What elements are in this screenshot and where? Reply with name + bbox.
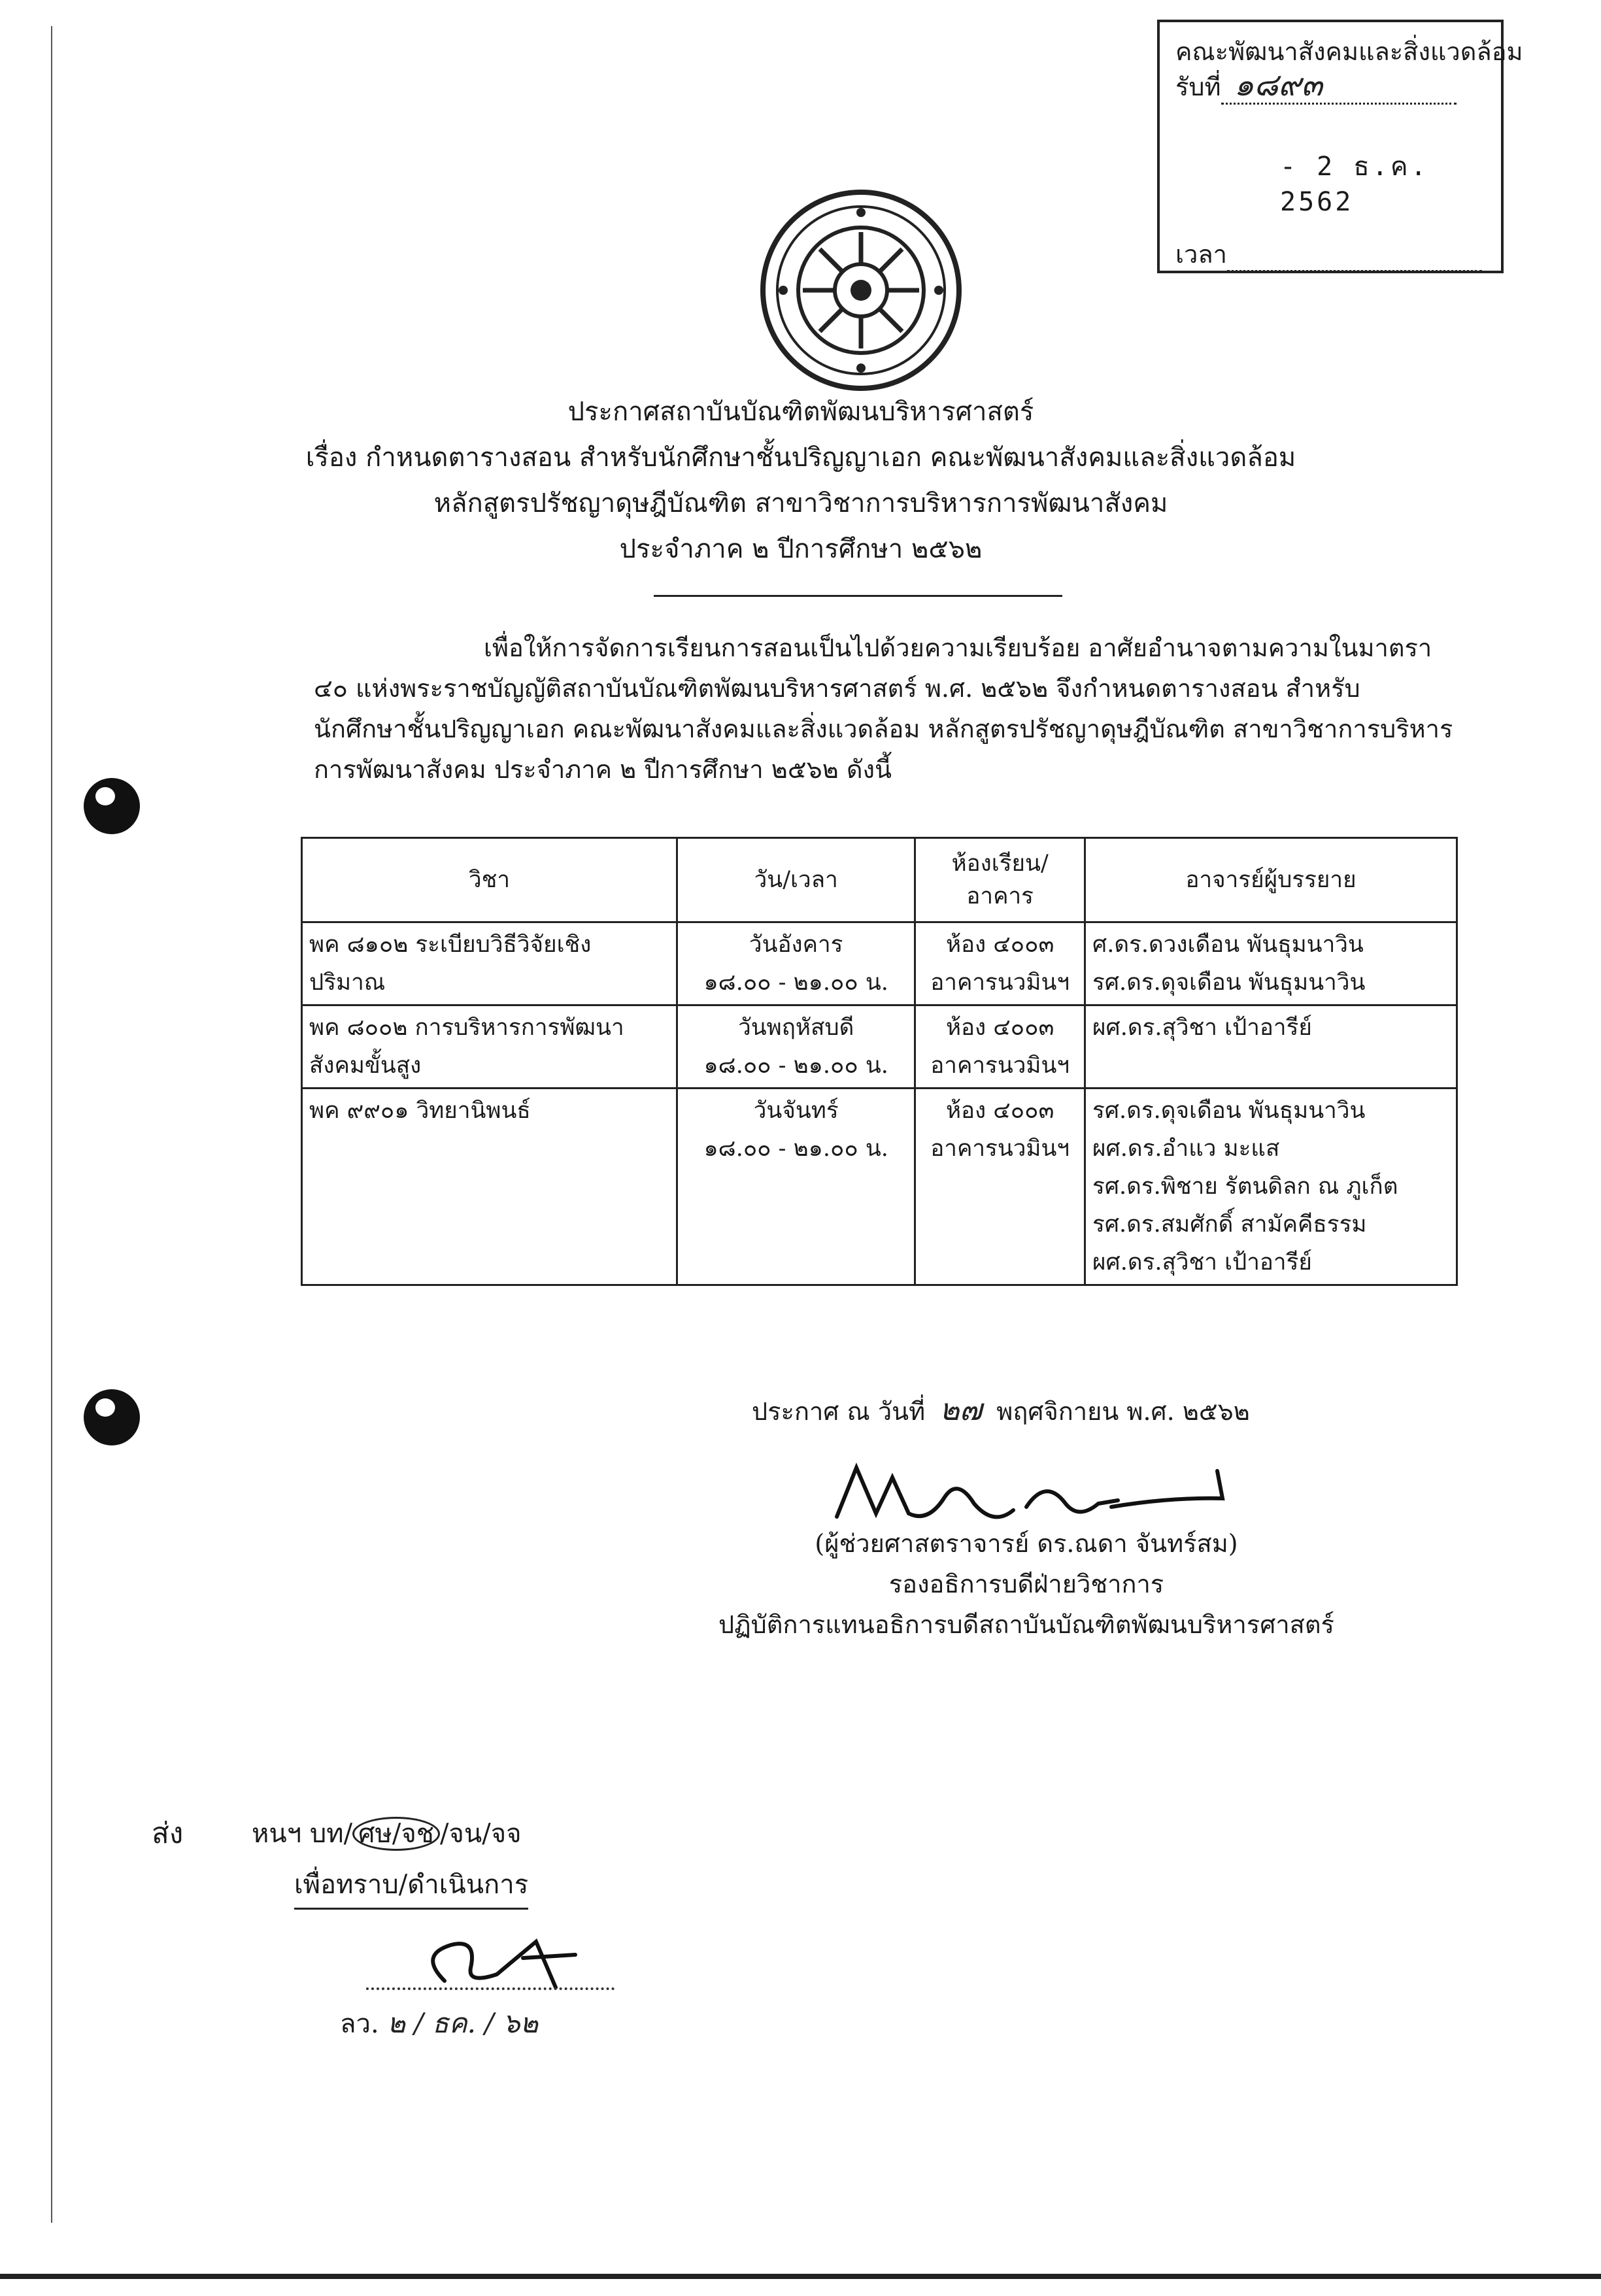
row-3-lecturer-2: ผศ.ดร.อำแว มะแส xyxy=(1092,1136,1280,1162)
row-1-building: อาคารนวมินฯ xyxy=(930,970,1070,996)
header-subject: วิชา xyxy=(302,838,677,922)
receive-stamp xyxy=(1157,20,1523,273)
header-room-line-1: ห้องเรียน/ xyxy=(951,851,1049,877)
routing-signature-dotted-line xyxy=(366,1987,615,1990)
row-3-building: อาคารนวมินฯ xyxy=(930,1136,1070,1162)
signatory-position: รองอธิการบดีฝ่ายวิชาการ xyxy=(888,1570,1164,1598)
stamp-receive-row xyxy=(1175,69,1489,105)
row-2-time: ๑๘.๐๐ - ๒๑.๐๐ น. xyxy=(703,1053,888,1079)
row-3-lecturer-3: รศ.ดร.พิชาย รัตนดิลก ณ ภูเก็ต xyxy=(1092,1173,1398,1200)
row-2-lecturer-1: ผศ.ดร.สุวิชา เป้าอารีย์ xyxy=(1092,1015,1312,1041)
row-1-datetime xyxy=(677,922,915,1005)
routing-circled-recipient: ศษ/จช xyxy=(352,1817,440,1851)
row-3-time: ๑๘.๐๐ - ๒๑.๐๐ น. xyxy=(703,1136,888,1162)
table-row xyxy=(302,1005,1457,1089)
row-1-lecturers xyxy=(1085,922,1457,1005)
announce-date-prefix: ประกาศ ณ วันที่ xyxy=(752,1397,926,1426)
row-2-room xyxy=(915,1005,1085,1089)
send-label: ส่ง xyxy=(152,1817,184,1850)
routing-action: เพื่อทราบ/ดำเนินการ xyxy=(294,1862,528,1910)
announcement-program: หลักสูตรปรัชญาดุษฎีบัณฑิต สาขาวิชาการบริหารการพัฒนาสังคม xyxy=(433,488,1168,518)
stamp-office: คณะพัฒนาสังคมและสิ่งแวดล้อม xyxy=(1175,37,1523,66)
scan-bottom-edge-line xyxy=(0,2274,1601,2279)
row-2-building: อาคารนวมินฯ xyxy=(930,1053,1070,1079)
announce-day-handwritten: ๒๗ xyxy=(939,1392,983,1427)
row-1-lecturer-1: ศ.ดร.ดวงเดือน พันธุมนาวิน xyxy=(1092,932,1364,958)
row-2-day: วันพฤหัสบดี xyxy=(738,1015,854,1041)
row-3-lecturer-1: รศ.ดร.ดุจเดือน พันธุมนาวิน xyxy=(1092,1098,1366,1124)
table-row xyxy=(302,1089,1457,1285)
header-lecturer: อาจารย์ผู้บรรยาย xyxy=(1085,838,1457,922)
row-1-room xyxy=(915,922,1085,1005)
stamp-receive-dotted-line xyxy=(1221,67,1457,105)
body-paragraph xyxy=(314,628,1453,790)
body-line-4: การพัฒนาสังคม ประจำภาค ๒ ปีการศึกษา ๒๕๖๒ ดังนี้ xyxy=(314,755,892,784)
row-1-lecturer-2: รศ.ดร.ดุจเดือน พันธุมนาวิน xyxy=(1092,970,1366,996)
routing-suffix: /จน/จจ xyxy=(439,1819,522,1849)
announce-date-suffix: พฤศจิกายน พ.ศ. ๒๕๖๒ xyxy=(996,1397,1250,1426)
row-3-lecturer-4: รศ.ดร.สมศักดิ์ สามัคคีธรรม xyxy=(1092,1211,1367,1238)
row-2-subject xyxy=(302,1005,677,1089)
schedule-table xyxy=(301,837,1458,1286)
routing-prefix: หนฯ บท/ xyxy=(252,1819,353,1849)
signatory-acting: ปฏิบัติการแทนอธิการบดีสถาบันบัณฑิตพัฒนบริหารศาสตร์ xyxy=(718,1610,1334,1639)
announcement-date xyxy=(752,1389,1250,1432)
header-datetime: วัน/เวลา xyxy=(677,838,915,922)
announcement-title: ประกาศสถาบันบัณฑิตพัฒนบริหารศาสตร์ xyxy=(567,397,1034,427)
announcement-subject: เรื่อง กำหนดตารางสอน สำหรับนักศึกษาชั้นปริญญาเอก คณะพัฒนาสังคมและสิ่งแวดล้อม xyxy=(305,443,1296,473)
table-header-row xyxy=(302,838,1457,922)
routing-date xyxy=(340,2001,538,2047)
body-line-1: เพื่อให้การจัดการเรียนการสอนเป็นไปด้วยความเรียบร้อย อาศัยอำนาจตามความในมาตรา xyxy=(484,633,1432,662)
punch-hole-upper xyxy=(84,778,140,834)
row-1-room-number: ห้อง ๔๐๐๓ xyxy=(945,932,1054,958)
body-line-2: ๔๐ แห่งพระราชบัญญัติสถาบันบัณฑิตพัฒนบริหารศาสตร์ พ.ศ. ๒๕๖๒ จึงกำหนดตารางสอน สำหรับ xyxy=(314,674,1360,703)
row-3-subject-line-1: พค ๙๙๐๑ วิทยานิพนธ์ xyxy=(309,1098,531,1124)
row-3-room xyxy=(915,1089,1085,1285)
row-1-subject-line-2: ปริมาณ xyxy=(309,970,386,996)
stamp-date: - 2 ธ.ค. 2562 xyxy=(1280,152,1429,217)
row-2-lecturers xyxy=(1085,1005,1457,1089)
stamp-receive-label: รับที่ xyxy=(1175,73,1221,101)
row-3-datetime xyxy=(677,1089,915,1285)
row-2-datetime xyxy=(677,1005,915,1089)
row-3-lecturers xyxy=(1085,1089,1457,1285)
row-3-room-number: ห้อง ๔๐๐๓ xyxy=(945,1098,1054,1124)
routing-recipients xyxy=(252,1811,522,1857)
row-3-lecturer-5: ผศ.ดร.สุวิชา เป้าอารีย์ xyxy=(1092,1249,1312,1275)
routing-date-prefix: ลว. xyxy=(340,2009,379,2039)
stamp-time-dotted-line xyxy=(1227,249,1482,272)
body-line-3: นักศึกษาชั้นปริญญาเอก คณะพัฒนาสังคมและสิ่งแวดล้อม หลักสูตรปรัชญาดุษฎีบัณฑิต สาขาวิชาการบริหาร xyxy=(314,715,1453,743)
routing-date-handwritten: ๒ / ธค. / ๖๒ xyxy=(387,2007,539,2039)
row-1-day: วันอังคาร xyxy=(749,932,843,958)
row-1-subject xyxy=(302,922,677,1005)
row-3-subject xyxy=(302,1089,677,1285)
table-row xyxy=(302,922,1457,1005)
row-2-subject-line-1: พค ๘๐๐๒ การบริหารการพัฒนา xyxy=(309,1015,624,1041)
row-1-subject-line-1: พค ๘๑๐๒ ระเบียบวิธีวิจัยเชิง xyxy=(309,932,592,958)
announcement-term: ประจำภาค ๒ ปีการศึกษา ๒๕๖๒ xyxy=(619,534,983,564)
stamp-receive-number: ๑๘๙๓ xyxy=(1234,67,1323,103)
signatory-name: (ผู้ช่วยศาสตราจารย์ ดร.ณดา จันทร์สม) xyxy=(815,1529,1238,1558)
scan-left-edge-line xyxy=(51,26,52,2223)
header-divider xyxy=(654,595,1062,597)
punch-hole-lower xyxy=(84,1389,140,1445)
stamp-time-row xyxy=(1175,237,1489,272)
header-room-line-2: อาคาร xyxy=(966,883,1034,909)
row-3-day: วันจันทร์ xyxy=(753,1098,839,1124)
header-room xyxy=(915,838,1085,922)
institution-seal xyxy=(757,186,965,394)
row-1-time: ๑๘.๐๐ - ๒๑.๐๐ น. xyxy=(703,970,888,996)
row-2-room-number: ห้อง ๔๐๐๓ xyxy=(945,1015,1054,1041)
row-2-subject-line-2: สังคมขั้นสูง xyxy=(309,1053,422,1079)
stamp-time-label: เวลา xyxy=(1175,240,1227,269)
